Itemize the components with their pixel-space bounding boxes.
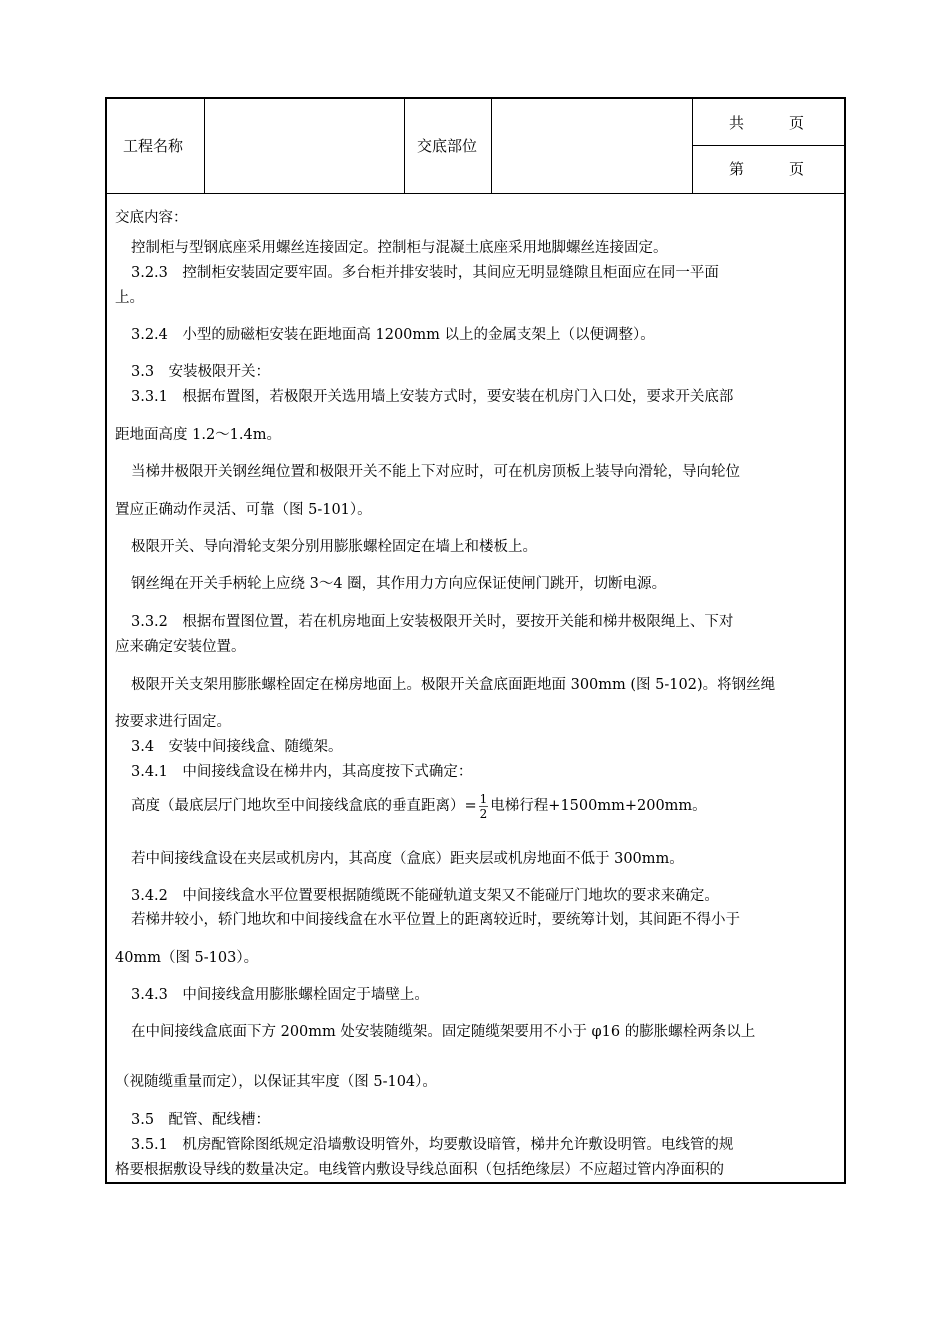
text-line: 3.5.1 机房配管除图纸规定沿墙敷设明管外，均要敷设暗管，梯井允许敷设明管。电线管的规	[131, 1137, 734, 1153]
text-line: 若梯井较小，轿门地坎和中间接线盒在水平位置上的距离较近时，要统筹计划，其间距不得小于	[131, 912, 740, 928]
divider	[404, 99, 405, 193]
text-line: 3.3 安装极限开关：	[131, 364, 271, 380]
fraction-denominator: 2	[479, 806, 488, 821]
text-line: 距地面高度 1.2～1.4m。	[115, 427, 281, 443]
divider	[692, 99, 693, 193]
text-line: 控制柜与型钢底座采用螺丝连接固定。控制柜与混凝土底座采用地脚螺丝连接固定。	[131, 240, 668, 256]
text-line: 极限开关支架用膨胀螺栓固定在梯房地面上。极限开关盒底面距地面 300mm (图 5-102)。将钢丝绳	[131, 677, 776, 693]
project-name-label: 工程名称	[123, 137, 184, 155]
handover-part-label: 交底部位	[417, 137, 478, 155]
text-line: 3.2.3 控制柜安装固定要牢固。多台柜并排安装时，其间应无明显缝隙且柜面应在同一平面	[131, 265, 719, 281]
fraction	[479, 792, 489, 821]
text-line: 应来确定安装位置。	[115, 639, 246, 655]
text-line: 3.4.2 中间接线盒水平位置要根据随缆既不能碰轨道支架又不能碰厅门地坎的要求来确定。	[131, 888, 719, 904]
document-frame	[105, 97, 846, 1184]
text-line: 若中间接线盒设在夹层或机房内，其高度（盒底）距夹层或机房地面不低于 300mm。	[131, 851, 684, 867]
text-line: 在中间接线盒底面下方 200mm 处安装随缆架。固定随缆架要用不小于 φ16 的膨胀螺栓两条以上	[131, 1024, 756, 1040]
total-pages-label: 共 页	[729, 114, 805, 132]
divider	[204, 99, 205, 193]
text-line: 钢丝绳在开关手柄轮上应绕 3～4 圈，其作用力方向应保证使闸门跳开，切断电源。	[131, 576, 667, 592]
text-line: （视随缆重量而定），以保证其牢度（图 5-104）。	[115, 1074, 437, 1090]
text-line: 置应正确动作灵活、可靠（图 5-101）。	[115, 502, 372, 518]
text-line: 上。	[115, 290, 144, 306]
text-line: 格要根据敷设导线的数量决定。电线管内敷设导线总面积（包括绝缘层）不应超过管内净面积的	[115, 1162, 724, 1178]
text-line: 3.4.3 中间接线盒用膨胀螺栓固定于墙壁上。	[131, 987, 429, 1003]
divider	[692, 145, 844, 146]
formula-right: 电梯行程+1500mm+200mm。	[490, 798, 707, 814]
divider	[491, 99, 492, 193]
text-line: 3.4 安装中间接线盒、随缆架。	[131, 739, 343, 755]
text-line: 按要求进行固定。	[115, 714, 231, 730]
section-label: 交底内容：	[115, 210, 188, 226]
text-line: 3.3.2 根据布置图位置，若在机房地面上安装极限开关时，要按开关能和梯井极限绳上、下对	[131, 614, 734, 630]
text-line: 40mm（图 5-103）。	[115, 950, 259, 966]
header-table	[107, 99, 844, 194]
text-line: 3.2.4 小型的励磁柜安装在距地面高 1200mm 以上的金属支架上（以便调整）。	[131, 327, 655, 343]
page-number-label: 第 页	[729, 160, 805, 178]
text-line: 当梯井极限开关钢丝绳位置和极限开关不能上下对应时，可在机房顶板上装导向滑轮，导向轮位	[131, 464, 740, 480]
text-line: 3.3.1 根据布置图，若极限开关选用墙上安装方式时，要安装在机房门入口处，要求开关底部	[131, 389, 734, 405]
text-line: 3.5 配管、配线槽：	[131, 1112, 271, 1128]
formula-left: 高度（最底层厅门地坎至中间接线盒底的垂直距离）=	[131, 798, 477, 814]
formula-line	[131, 788, 707, 824]
fraction-numerator: 1	[479, 791, 488, 806]
text-line: 极限开关、导向滑轮支架分别用膨胀螺栓固定在墙上和楼板上。	[131, 539, 537, 555]
text-line: 3.4.1 中间接线盒设在梯井内，其高度按下式确定：	[131, 764, 473, 780]
